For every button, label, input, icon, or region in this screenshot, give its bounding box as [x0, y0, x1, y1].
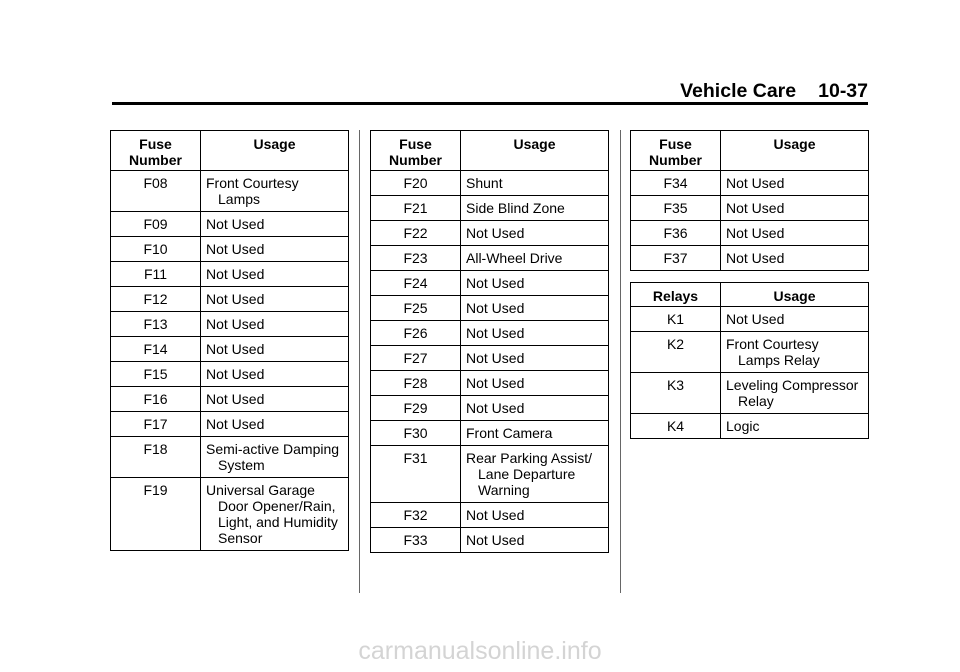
usage-text: Front Courtesy Lamps	[206, 175, 299, 207]
table-row	[371, 371, 609, 396]
fuse-table-1-body	[111, 171, 349, 551]
usage-header: Usage	[721, 131, 869, 171]
table-row	[371, 396, 609, 421]
usage-cell	[201, 437, 349, 478]
usage-cell	[461, 346, 609, 371]
table-row	[371, 321, 609, 346]
usage-text: All-Wheel Drive	[466, 250, 563, 266]
fuse-number-cell: F14	[111, 337, 201, 362]
table-row	[111, 362, 349, 387]
fuse-number-cell: F36	[631, 221, 721, 246]
usage-cell	[461, 246, 609, 271]
usage-text: Not Used	[206, 266, 265, 282]
usage-text: Side Blind Zone	[466, 200, 565, 216]
table-row	[371, 503, 609, 528]
table-row	[631, 171, 869, 196]
usage-text: Not Used	[466, 225, 525, 241]
fuse-number-cell: F28	[371, 371, 461, 396]
section-title: Vehicle Care	[680, 80, 797, 102]
table-row	[371, 446, 609, 503]
usage-text: Front Camera	[466, 425, 553, 441]
usage-cell	[461, 446, 609, 503]
relays-table-body	[631, 307, 869, 439]
usage-text: Leveling Compressor Relay	[726, 377, 859, 409]
usage-cell	[721, 332, 869, 373]
usage-cell	[721, 221, 869, 246]
table-row	[371, 246, 609, 271]
usage-text: Not Used	[726, 311, 785, 327]
fuse-number-cell: F16	[111, 387, 201, 412]
table-row	[111, 212, 349, 237]
fuse-number-cell: F10	[111, 237, 201, 262]
table-row	[631, 414, 869, 439]
fuse-number-cell: F29	[371, 396, 461, 421]
table-row	[111, 478, 349, 551]
table-header-row	[631, 283, 869, 307]
fuse-number-cell: F37	[631, 246, 721, 271]
usage-cell	[201, 478, 349, 551]
usage-cell	[461, 171, 609, 196]
fuse-number-cell: F32	[371, 503, 461, 528]
fuse-number-cell: F25	[371, 296, 461, 321]
usage-text: Shunt	[466, 175, 503, 191]
usage-cell	[201, 412, 349, 437]
usage-text: Not Used	[726, 175, 785, 191]
column-divider-1	[359, 130, 360, 593]
fuse-number-cell: F13	[111, 312, 201, 337]
table-row	[111, 287, 349, 312]
usage-cell	[461, 296, 609, 321]
usage-cell	[461, 271, 609, 296]
usage-text: Not Used	[206, 416, 265, 432]
table-row	[371, 421, 609, 446]
table-row	[631, 332, 869, 373]
usage-cell	[721, 246, 869, 271]
usage-text: Front Courtesy Lamps Relay	[726, 336, 820, 368]
table-row	[371, 296, 609, 321]
fuse-number-cell: F26	[371, 321, 461, 346]
usage-cell	[461, 196, 609, 221]
usage-cell	[721, 373, 869, 414]
table-row	[371, 196, 609, 221]
usage-cell	[721, 307, 869, 332]
usage-cell	[721, 171, 869, 196]
table-row	[111, 312, 349, 337]
usage-cell	[201, 262, 349, 287]
usage-text: Not Used	[206, 241, 265, 257]
fuse-number-cell: K1	[631, 307, 721, 332]
usage-text: Not Used	[466, 375, 525, 391]
fuse-number-cell: F17	[111, 412, 201, 437]
usage-header: Usage	[461, 131, 609, 171]
table-row	[111, 387, 349, 412]
table-row	[631, 221, 869, 246]
table-header-row	[111, 131, 349, 171]
usage-text: Not Used	[466, 532, 525, 548]
table-row	[631, 196, 869, 221]
usage-cell	[201, 312, 349, 337]
usage-header: Usage	[721, 283, 869, 307]
usage-text: Not Used	[726, 250, 785, 266]
table-row	[111, 171, 349, 212]
usage-cell	[461, 321, 609, 346]
fuse-number-cell: F23	[371, 246, 461, 271]
page-number: 10-37	[818, 80, 868, 102]
fuse-table-2-body	[371, 171, 609, 553]
usage-cell	[201, 212, 349, 237]
fuse-number-cell: K3	[631, 373, 721, 414]
fuse-table-2	[370, 130, 609, 553]
table-row	[111, 262, 349, 287]
fuse-number-cell: F08	[111, 171, 201, 212]
table-row	[111, 337, 349, 362]
table-row	[371, 271, 609, 296]
header-rule	[112, 102, 868, 105]
usage-text: Not Used	[466, 325, 525, 341]
usage-text: Not Used	[466, 400, 525, 416]
fuse-number-cell: F11	[111, 262, 201, 287]
table-row	[111, 412, 349, 437]
fuse-number-cell: F20	[371, 171, 461, 196]
fuse-number-cell: F33	[371, 528, 461, 553]
usage-text: Rear Parking Assist/ Lane Departure Warning	[466, 450, 593, 498]
fuse-number-cell: F22	[371, 221, 461, 246]
usage-cell	[201, 362, 349, 387]
usage-cell	[201, 387, 349, 412]
usage-text: Not Used	[726, 225, 785, 241]
usage-text: Not Used	[206, 366, 265, 382]
fuse-number-cell: F24	[371, 271, 461, 296]
usage-cell	[201, 287, 349, 312]
usage-text: Not Used	[206, 391, 265, 407]
usage-text: Not Used	[206, 291, 265, 307]
table-row	[111, 237, 349, 262]
fuse-number-cell: F15	[111, 362, 201, 387]
table-row	[371, 171, 609, 196]
fuse-number-cell: F27	[371, 346, 461, 371]
usage-cell	[461, 371, 609, 396]
fuse-number-cell: F21	[371, 196, 461, 221]
usage-cell	[461, 221, 609, 246]
fuse-number-cell: F12	[111, 287, 201, 312]
table-row	[631, 373, 869, 414]
usage-text: Not Used	[206, 341, 265, 357]
watermark: carmanualsonline.info	[358, 637, 602, 665]
table-row	[371, 346, 609, 371]
fuse-table-3-body	[631, 171, 869, 271]
usage-text: Not Used	[466, 275, 525, 291]
table-header-row	[631, 131, 869, 171]
fuse-number-cell: F18	[111, 437, 201, 478]
table-header-row	[371, 131, 609, 171]
fuse-number-cell: F34	[631, 171, 721, 196]
usage-text: Not Used	[466, 300, 525, 316]
fuse-number-header: Fuse Number	[111, 131, 201, 171]
fuse-number-header: Fuse Number	[631, 131, 721, 171]
table-row	[371, 221, 609, 246]
fuse-number-cell: F30	[371, 421, 461, 446]
fuse-number-cell: K4	[631, 414, 721, 439]
usage-cell	[461, 396, 609, 421]
page-header	[112, 80, 868, 102]
fuse-table-3	[630, 130, 869, 271]
usage-text: Logic	[726, 418, 760, 434]
column-divider-2	[620, 130, 621, 593]
usage-text: Not Used	[206, 316, 265, 332]
fuse-number-cell: F31	[371, 446, 461, 503]
table-row	[111, 437, 349, 478]
fuse-number-cell: F19	[111, 478, 201, 551]
usage-text: Universal Garage Door Opener/Rain, Light, and Humidity Sensor	[206, 482, 338, 546]
usage-text: Not Used	[206, 216, 265, 232]
usage-text: Not Used	[466, 507, 525, 523]
usage-cell	[201, 237, 349, 262]
usage-cell	[461, 528, 609, 553]
fuse-number-cell: F09	[111, 212, 201, 237]
table-row	[631, 307, 869, 332]
usage-cell	[461, 503, 609, 528]
usage-cell	[201, 171, 349, 212]
usage-text: Semi-active Damping System	[206, 441, 340, 473]
table-row	[631, 246, 869, 271]
usage-cell	[201, 337, 349, 362]
usage-text: Not Used	[466, 350, 525, 366]
usage-text: Not Used	[726, 200, 785, 216]
table-row	[371, 528, 609, 553]
relays-header: Relays	[631, 283, 721, 307]
fuse-table-1	[110, 130, 349, 551]
fuse-number-cell: K2	[631, 332, 721, 373]
fuse-number-header: Fuse Number	[371, 131, 461, 171]
usage-cell	[721, 196, 869, 221]
relays-table	[630, 282, 869, 439]
usage-cell	[461, 421, 609, 446]
fuse-number-cell: F35	[631, 196, 721, 221]
usage-header: Usage	[201, 131, 349, 171]
usage-cell	[721, 414, 869, 439]
